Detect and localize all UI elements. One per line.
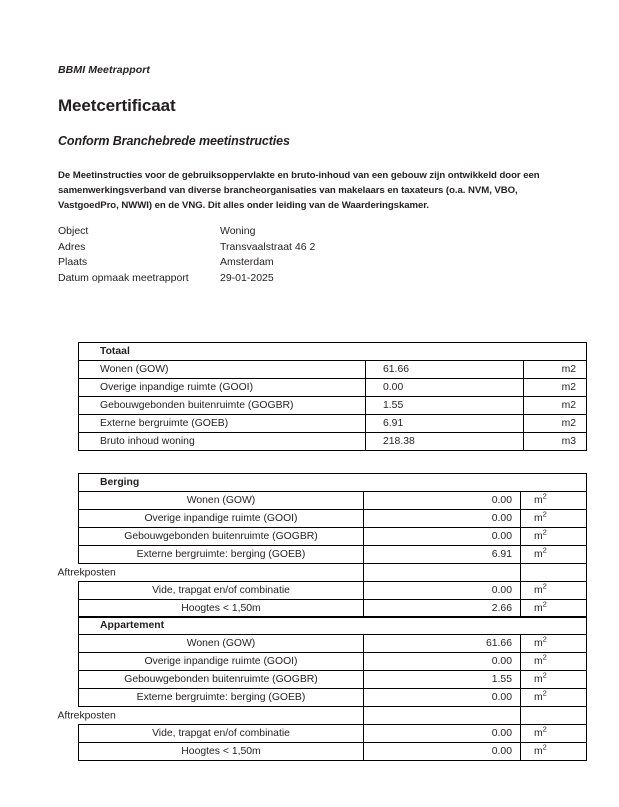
table-row xyxy=(79,653,587,671)
row-unit xyxy=(521,528,587,546)
row-unit xyxy=(521,635,587,653)
table-row xyxy=(79,492,587,510)
row-label: Gebouwgebonden buitenruimte (GOGBR) xyxy=(79,671,364,689)
meta-label-datum: Datum opmaak meetrapport xyxy=(58,271,189,284)
table-header-row xyxy=(79,343,587,361)
row-label: Wonen (GOW) xyxy=(79,492,364,510)
unit-exponent: 2 xyxy=(542,634,547,644)
table-totaal-header: Totaal xyxy=(79,343,587,361)
table-header-row xyxy=(79,474,587,492)
table-berging-header: Berging xyxy=(79,474,587,492)
unit-text: m xyxy=(534,513,543,524)
unit-exponent: 2 xyxy=(542,581,547,591)
row-value: 0.00 xyxy=(364,528,521,546)
row-label: Wonen (GOW) xyxy=(79,635,364,653)
row-label: Bruto inhoud woning xyxy=(79,433,366,451)
table-row xyxy=(79,379,587,397)
meta-value-datum: 29-01-2025 xyxy=(220,271,274,284)
meta-row xyxy=(58,240,315,256)
separator-label: Aftrekposten xyxy=(57,710,116,721)
table-row xyxy=(79,725,587,743)
unit-text: m xyxy=(534,603,543,614)
row-value: 1.55 xyxy=(366,397,524,415)
row-label: Gebouwgebonden buitenruimte (GOGBR) xyxy=(79,397,366,415)
row-unit xyxy=(521,600,587,618)
row-unit xyxy=(521,546,587,564)
table-separator-row xyxy=(79,564,587,582)
row-unit xyxy=(521,743,587,761)
unit-text: m xyxy=(534,638,543,649)
row-value: 0.00 xyxy=(364,510,521,528)
row-unit xyxy=(521,671,587,689)
row-value: 6.91 xyxy=(364,546,521,564)
unit-exponent: 2 xyxy=(542,742,547,752)
row-unit xyxy=(521,510,587,528)
row-value: 0.00 xyxy=(364,689,521,707)
meta-label-adres: Adres xyxy=(58,240,86,253)
unit-exponent: 2 xyxy=(542,670,547,680)
row-label: Hoogtes < 1,50m xyxy=(79,600,364,618)
table-row xyxy=(79,415,587,433)
separator-label-cell xyxy=(57,707,364,725)
unit-text: m xyxy=(534,549,543,560)
unit-text: m xyxy=(534,746,543,757)
document-kicker: BBMI Meetrapport xyxy=(58,64,151,76)
table-row xyxy=(79,689,587,707)
row-value: 0.00 xyxy=(364,582,521,600)
row-unit xyxy=(521,492,587,510)
unit-exponent: 2 xyxy=(542,509,547,519)
meta-value-plaats: Amsterdam xyxy=(220,256,274,269)
separator-blank-cell xyxy=(364,564,521,582)
row-label: Externe bergruimte: berging (GOEB) xyxy=(79,689,364,707)
row-value: 0.00 xyxy=(364,725,521,743)
table-row xyxy=(79,600,587,618)
row-unit xyxy=(521,582,587,600)
unit-text: m xyxy=(534,585,543,596)
row-value: 6.91 xyxy=(366,415,524,433)
document-intro-paragraph: De Meetinstructies voor de gebruiksoppervlakte en bruto-inhoud van een gebouw zijn ontwikkeld door een samenwerkingsverband van diverse brancheorganisaties van makelaars en taxateurs (o.a. NVM, VBO, VastgoedPro, NWWI) en de VNG. Dit alles onder leiding van de Waarderingskamer. xyxy=(58,170,540,212)
separator-label-cell xyxy=(57,564,364,582)
row-unit: m3 xyxy=(524,433,587,451)
row-value: 0.00 xyxy=(364,743,521,761)
unit-text: m xyxy=(534,495,543,506)
row-label: Vide, trapgat en/of combinatie xyxy=(79,725,364,743)
row-label: Vide, trapgat en/of combinatie xyxy=(79,582,364,600)
unit-exponent: 2 xyxy=(542,688,547,698)
separator-blank-cell xyxy=(364,707,521,725)
unit-exponent: 2 xyxy=(542,652,547,662)
table-row xyxy=(79,582,587,600)
table-appartement-header: Appartement xyxy=(79,617,587,635)
table-separator-row xyxy=(79,707,587,725)
unit-exponent: 2 xyxy=(542,724,547,734)
table-row xyxy=(79,361,587,379)
table-row xyxy=(79,528,587,546)
row-label: Externe bergruimte (GOEB) xyxy=(79,415,366,433)
row-value: 0.00 xyxy=(364,492,521,510)
unit-text: m xyxy=(534,531,543,542)
row-value: 61.66 xyxy=(364,635,521,653)
table-row xyxy=(79,397,587,415)
meta-row xyxy=(58,255,315,271)
table-row xyxy=(79,510,587,528)
unit-text: m xyxy=(534,674,543,685)
row-label: Overige inpandige ruimte (GOOI) xyxy=(79,379,366,397)
separator-blank-cell xyxy=(521,707,587,725)
table-row xyxy=(79,671,587,689)
table-totaal xyxy=(78,342,587,451)
row-value: 2.66 xyxy=(364,600,521,618)
object-meta-block xyxy=(58,224,315,286)
row-unit: m2 xyxy=(524,379,587,397)
row-label: Overige inpandige ruimte (GOOI) xyxy=(79,510,364,528)
meta-label-plaats: Plaats xyxy=(58,256,88,269)
unit-exponent: 2 xyxy=(542,527,547,537)
separator-blank-cell xyxy=(521,564,587,582)
row-value: 218.38 xyxy=(366,433,524,451)
row-label: Overige inpandige ruimte (GOOI) xyxy=(79,653,364,671)
meta-value-adres: Transvaalstraat 46 2 xyxy=(220,240,316,253)
row-unit: m2 xyxy=(524,361,587,379)
meta-row xyxy=(58,224,315,240)
meta-value-object: Woning xyxy=(220,225,256,237)
meta-label-object: Object xyxy=(58,225,89,237)
table-row xyxy=(79,635,587,653)
table-appartement xyxy=(57,616,587,761)
row-unit xyxy=(521,653,587,671)
row-value: 0.00 xyxy=(364,653,521,671)
row-value: 0.00 xyxy=(366,379,524,397)
row-value: 61.66 xyxy=(366,361,524,379)
row-label: Externe bergruimte: berging (GOEB) xyxy=(79,546,364,564)
table-row xyxy=(79,433,587,451)
unit-exponent: 2 xyxy=(542,491,547,501)
unit-text: m xyxy=(534,656,543,667)
row-unit: m2 xyxy=(524,397,587,415)
row-label: Hoogtes < 1,50m xyxy=(79,743,364,761)
unit-exponent: 2 xyxy=(542,599,547,609)
page-title: Meetcertificaat xyxy=(58,96,176,115)
row-unit xyxy=(521,689,587,707)
table-berging xyxy=(57,473,587,618)
row-value: 1.55 xyxy=(364,671,521,689)
row-unit xyxy=(521,725,587,743)
row-label: Gebouwgebonden buitenruimte (GOGBR) xyxy=(79,528,364,546)
table-row xyxy=(79,546,587,564)
unit-text: m xyxy=(534,728,543,739)
table-header-row xyxy=(79,617,587,635)
row-label: Wonen (GOW) xyxy=(79,361,366,379)
separator-label: Aftrekposten xyxy=(57,567,116,578)
unit-exponent: 2 xyxy=(542,545,547,555)
table-row xyxy=(79,743,587,761)
meta-row xyxy=(58,271,315,287)
document-subtitle: Conform Branchebrede meetinstructies xyxy=(58,134,290,148)
unit-text: m xyxy=(534,692,543,703)
row-unit: m2 xyxy=(524,415,587,433)
